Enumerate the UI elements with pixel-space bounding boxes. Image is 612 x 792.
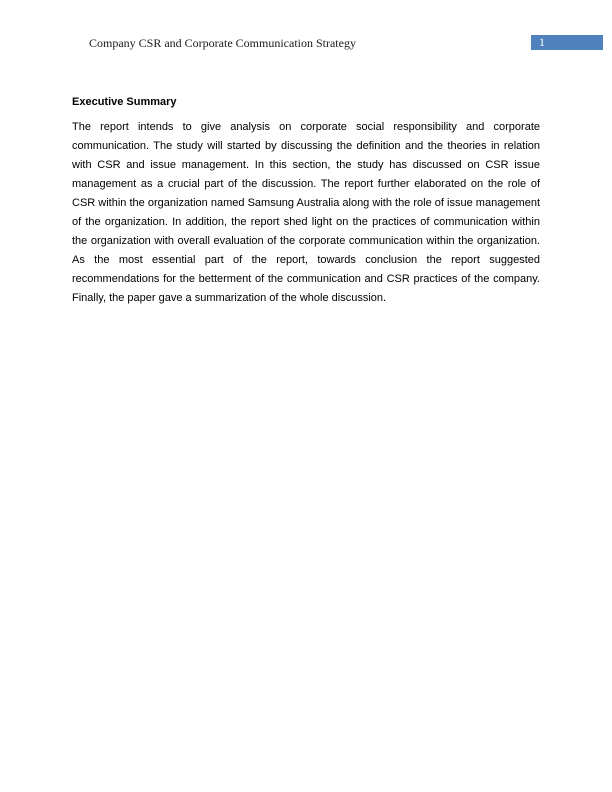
page-number-badge <box>531 35 603 50</box>
running-header-title: Company CSR and Corporate Communication Strategy <box>89 36 356 50</box>
section-heading: Executive Summary <box>72 96 177 108</box>
page-number: 1 <box>539 35 545 49</box>
summary-paragraph: The report intends to give analysis on corporate social responsibility and corporate communication. The study will started by discussing the definition and the theories in relation with CSR and issue management. In this section, the study has discussed on CSR issue management as a crucial part of the discussion. The report further elaborated on the role of CSR within the organization named Samsung Australia along with the role of issue management of the organization. In addition, the report shed light on the practices of communication within the organization with overall evaluation of the corporate communication within the organization. As the most essential part of the report, towards conclusion the report suggested recommendations for the betterment of the communication and CSR practices of the company. Finally, the paper gave a summarization of the whole discussion. <box>72 121 540 304</box>
